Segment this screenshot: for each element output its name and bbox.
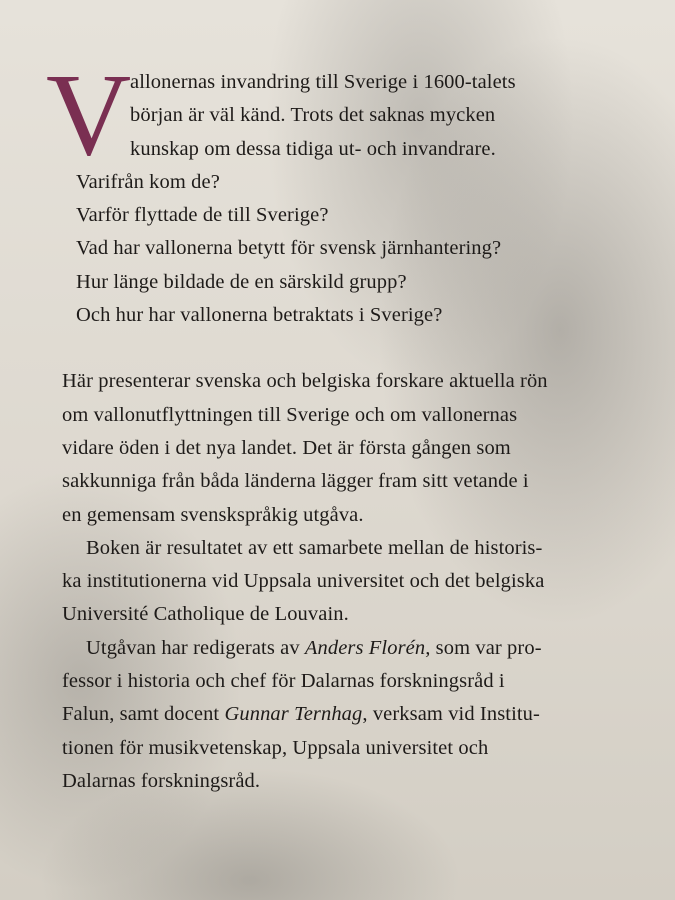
paragraph-4-line-1 [62, 632, 622, 665]
question-3: Vad har vallonerna betytt för svensk järnhantering? [76, 237, 502, 260]
paragraph-3-line-3: Université Catholique de Louvain. [62, 603, 349, 626]
paragraph-4-line-1-start: Utgåvan har redigerats av [86, 636, 305, 659]
editor-name-gunnar-ternhag: Gunnar Ternhag [224, 703, 363, 726]
paragraph-2-line-2: om vallonutflyttningen till Sverige och om vallonernas [62, 403, 518, 426]
question-5: Och hur har vallonerna betraktats i Sverige? [76, 304, 443, 327]
drop-cap-letter: V [46, 49, 132, 180]
paragraph-gap [62, 332, 622, 365]
paragraph-4-line-1-end: som var pro- [430, 636, 542, 659]
paragraph-4-line-3-end: , verksam vid Institu- [362, 703, 540, 726]
paragraph-3-line-2: ka institutionerna vid Uppsala universitet och det belgiska [62, 570, 545, 593]
editor-name-anders-floren: Anders Florén, [304, 636, 431, 659]
cover-text [62, 66, 622, 798]
paragraph-4-line-3-start: Falun, samt docent [62, 703, 225, 726]
intro-line-2: början är väl känd. Trots det saknas mycken [130, 104, 496, 127]
paragraph-2-line-4: sakkunniga från båda länderna lägger fram sitt vetande i [62, 470, 529, 493]
paragraph-4-line-5: Dalarnas forskningsråd. [62, 769, 261, 792]
question-1: Varifrån kom de? [76, 170, 220, 193]
paragraph-3-line-1: Boken är resultatet av ett samarbete mellan de historis- [86, 536, 543, 559]
paragraph-2-line-3: vidare öden i det nya landet. Det är första gången som [62, 436, 511, 459]
paragraph-4-line-3 [62, 698, 622, 731]
paragraph-4-line-4: tionen för musikvetenskap, Uppsala universitet och [62, 736, 489, 759]
paragraph-2-line-5: en gemensam svenskspråkig utgåva. [62, 503, 364, 526]
intro-line-1: allonernas invandring till Sverige i 1600-talets [130, 71, 516, 93]
intro-line-3: kunskap om dessa tidiga ut- och invandrare. [130, 137, 496, 160]
question-4: Hur länge bildade de en särskild grupp? [76, 270, 407, 293]
paragraph-2-line-1: Här presenterar svenska och belgiska forskare aktuella rön [62, 370, 548, 393]
question-2: Varför flyttade de till Sverige? [76, 204, 329, 227]
paragraph-4-line-2: fessor i historia och chef för Dalarnas forskningsråd i [62, 670, 505, 693]
